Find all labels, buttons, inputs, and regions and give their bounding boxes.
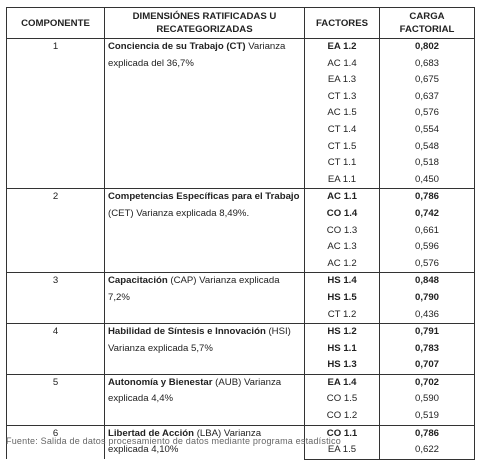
factor-loading: 0,450 — [380, 172, 475, 189]
factor-loading: 0,675 — [380, 72, 475, 89]
factor-loading: 0,742 — [380, 206, 475, 223]
dimension-description — [105, 374, 305, 425]
factor-code: HS 1.4 — [305, 273, 380, 290]
component-number: 3 — [7, 273, 105, 324]
factor-loading: 0,596 — [380, 239, 475, 256]
factor-loading: 0,786 — [380, 189, 475, 206]
dimension-variance: (CAP) Varianza explicada 7,2% — [108, 275, 280, 303]
factor-code: CT 1.2 — [305, 307, 380, 324]
dimension-name: Conciencia de su Trabajo (CT) — [108, 41, 246, 52]
table-header-row — [7, 8, 475, 39]
factor-loading: 0,786 — [380, 425, 475, 442]
factor-code: CO 1.1 — [305, 425, 380, 442]
factor-code: EA 1.5 — [305, 442, 380, 459]
factor-loading: 0,548 — [380, 139, 475, 156]
table-body — [7, 39, 475, 460]
dimension-name: Habilidad de Síntesis e Innovación — [108, 326, 266, 338]
factor-code: AC 1.2 — [305, 256, 380, 273]
dimension-variance: (HSI) Varianza explicada 5,7% — [108, 326, 291, 354]
dimension-description — [105, 39, 305, 189]
header-componente: COMPONENTE — [7, 8, 105, 39]
component-number: 2 — [7, 189, 105, 273]
table-row — [7, 39, 475, 56]
factor-loading: 0,802 — [380, 39, 475, 56]
factor-loading: 0,790 — [380, 290, 475, 307]
factor-code: CO 1.5 — [305, 391, 380, 408]
factor-loading: 0,707 — [380, 357, 475, 374]
factor-loading: 0,519 — [380, 408, 475, 425]
factor-code: EA 1.1 — [305, 172, 380, 189]
dimension-variance: Varianza explicada del 36,7% — [108, 41, 286, 69]
factor-loading: 0,622 — [380, 442, 475, 459]
dimension-description — [105, 189, 305, 273]
dimension-description — [105, 324, 305, 375]
table-source-note: Fuente: Salida de datos procesamiento de datos mediante programa estadístico — [6, 436, 341, 446]
dimension-variance: (CET) Varianza explicada 8,49%. — [108, 207, 250, 219]
table-row — [7, 324, 475, 341]
factor-loading: 0,637 — [380, 89, 475, 106]
factor-code: AC 1.4 — [305, 56, 380, 73]
header-dimensiones: DIMENSIÓNES RATIFICADAS U RECATEGORIZADAS — [105, 8, 305, 39]
factor-loading: 0,661 — [380, 223, 475, 240]
component-number: 6 — [7, 425, 105, 459]
factor-loading: 0,848 — [380, 273, 475, 290]
factor-code: HS 1.3 — [305, 357, 380, 374]
dimension-variance: (LBA) Varianza explicada 4,10% — [108, 427, 262, 456]
factor-code: HS 1.2 — [305, 324, 380, 341]
factor-code: EA 1.3 — [305, 72, 380, 89]
factor-loading: 0,590 — [380, 391, 475, 408]
component-number: 1 — [7, 39, 105, 189]
dimension-name: Libertad de Acción — [108, 427, 195, 439]
factor-code: CT 1.1 — [305, 155, 380, 172]
factor-code: CT 1.5 — [305, 139, 380, 156]
factor-loading: 0,702 — [380, 374, 475, 391]
component-number: 4 — [7, 324, 105, 375]
dimension-description — [105, 273, 305, 324]
factor-code: EA 1.2 — [305, 39, 380, 56]
header-carga-factorial: CARGA FACTORIAL — [380, 8, 475, 39]
table-row — [7, 374, 475, 391]
factor-code: HS 1.5 — [305, 290, 380, 307]
header-factores: FACTORES — [305, 8, 380, 39]
factor-code: CO 1.2 — [305, 408, 380, 425]
factor-code: AC 1.3 — [305, 239, 380, 256]
factor-loading: 0,518 — [380, 155, 475, 172]
dimension-name: Competencias Específicas para el Trabajo — [108, 191, 300, 203]
factor-loading: 0,576 — [380, 256, 475, 273]
dimension-name: Capacitación — [108, 275, 168, 287]
factor-loading: 0,554 — [380, 122, 475, 139]
table-row — [7, 273, 475, 290]
factor-code: CT 1.3 — [305, 89, 380, 106]
factor-loading: 0,683 — [380, 56, 475, 73]
factor-code: CO 1.4 — [305, 206, 380, 223]
factor-code: EA 1.4 — [305, 374, 380, 391]
factor-code: HS 1.1 — [305, 341, 380, 358]
factor-loading: 0,576 — [380, 105, 475, 122]
factor-loading: 0,783 — [380, 341, 475, 358]
factor-code: AC 1.1 — [305, 189, 380, 206]
dimension-name: Autonomía y Bienestar — [108, 376, 213, 388]
component-number: 5 — [7, 374, 105, 425]
factor-loading: 0,436 — [380, 307, 475, 324]
table-row — [7, 189, 475, 206]
factor-code: AC 1.5 — [305, 105, 380, 122]
factor-code: CO 1.3 — [305, 223, 380, 240]
factor-loadings-table — [6, 7, 475, 460]
dimension-variance: (AUB) Varianza explicada 4,4% — [108, 376, 282, 405]
factor-code: CT 1.4 — [305, 122, 380, 139]
factor-loading: 0,791 — [380, 324, 475, 341]
